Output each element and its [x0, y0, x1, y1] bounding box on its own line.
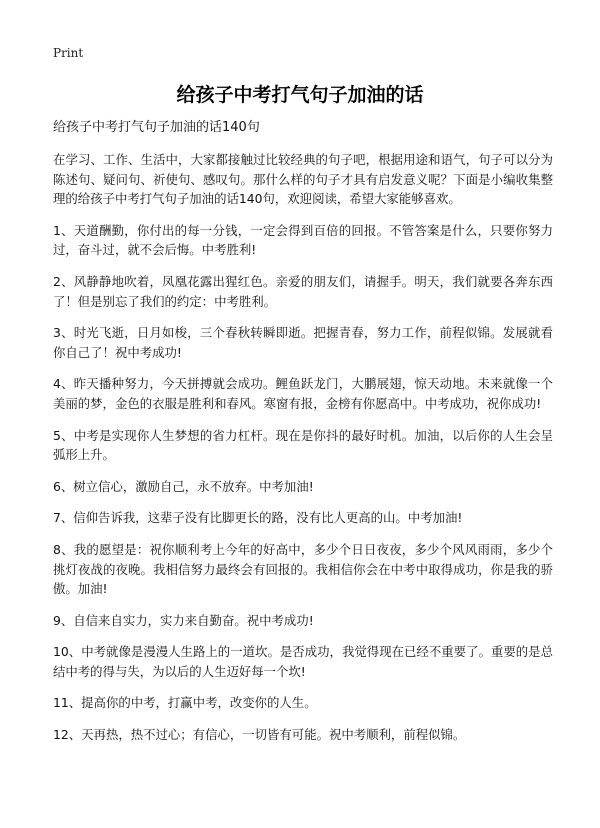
list-item: 1、天道酬勤，你付出的每一分钱，一定会得到百倍的回报。不管答案是什么，只要你努力过，奋斗过，就不会后悔。中考胜利! — [53, 222, 553, 258]
list-item: 10、中考就像是漫漫人生路上的一道坎。是否成功，我觉得现在已经不重要了。重要的是总结中考的得与失，为以后的人生迈好每一个坎! — [53, 644, 553, 679]
article-body — [53, 118, 553, 757]
list-item: 4、昨天播种努力，今天拼搏就会成功。鲤鱼跃龙门，大鹏展翅，惊天动地。未来就像一个美丽的梦，金色的衣服是胜利和春风。寒窗有报，金榜有你愿高中。中考成功，祝你成功! — [53, 376, 553, 411]
page-title: 给孩子中考打气句子加油的话 — [176, 84, 424, 106]
list-item: 5、中考是实现你人生梦想的省力杠杆。现在是你抖的最好时机。加油，以后你的人生会呈弧形上升。 — [53, 427, 553, 463]
list-item: 6、树立信心，激励自己，永不放弃。中考加油! — [53, 478, 314, 494]
list-item: 9、自信来自实力，实力来自勤奋。祝中考成功! — [53, 612, 314, 628]
print-link[interactable]: Print — [53, 46, 84, 60]
list-item: 3、时光飞逝，日月如梭，三个春秋转瞬即逝。把握青春，努力工作，前程似锦。发展就看你自己了！祝中考成功! — [53, 325, 553, 360]
list-item: 8、我的愿望是：祝你顺利考上今年的好高中，多少个日日夜夜，多少个风风雨雨，多少个挑灯夜战的夜晚。我相信努力最终会有回报的。我相信你会在中考中取得成功，你是我的骄傲。加油! — [53, 541, 553, 597]
list-item: 2、风静静地吹着，凤凰花露出猩红色。亲爱的朋友们，请握手。明天，我们就要各奔东西了！但是别忘了我们的约定：中考胜利。 — [53, 273, 553, 309]
list-item: 11、提高你的中考，打赢中考，改变你的人生。 — [53, 695, 317, 711]
article-subtitle: 给孩子中考打气句子加油的话140句 — [53, 120, 260, 135]
intro-paragraph: 在学习、工作、生活中，大家都接触过比较经典的句子吧，根据用途和语气，句子可以分为陈述句、疑问句、祈使句、感叹句。那什么样的句子才具有启发意义呢？下面是小编收集整理的给孩子中考打气句子加油的话140句，欢迎阅读，希望大家能够喜欢。 — [53, 152, 553, 207]
list-item: 7、信仰告诉我，这辈子没有比脚更长的路，没有比人更高的山。中考加油! — [53, 510, 463, 526]
list-item: 12、天再热，热不过心；有信心，一切皆有可能。祝中考顺利，前程似锦。 — [53, 727, 466, 743]
